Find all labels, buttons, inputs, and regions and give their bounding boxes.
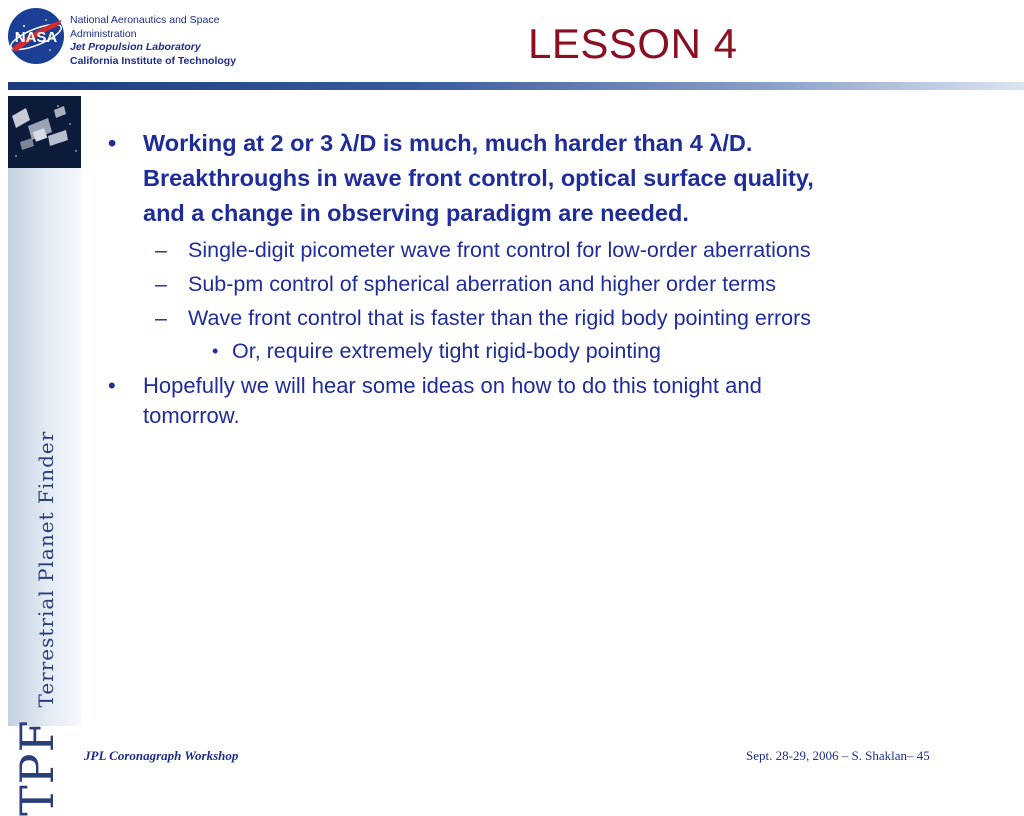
bullet-2-line-2: tomorrow. <box>143 403 240 428</box>
nasa-logo-text: NASA <box>14 29 58 46</box>
bullet-1-line-1: Working at 2 or 3 λ/D is much, much harder than 4 λ/D. <box>143 130 753 156</box>
header-divider <box>8 82 1024 90</box>
org-line-1: National Aeronautics and Space <box>70 14 220 26</box>
organization-block <box>70 14 236 68</box>
sub-sub-bullet-1 <box>108 337 988 365</box>
org-line-3: Jet Propulsion Laboratory <box>70 41 201 53</box>
bullet-1-line-2: Breakthroughs in wave front control, optical surface quality, <box>143 165 814 191</box>
bullet-marker: • <box>108 130 117 156</box>
sidebar-program-name: Terrestrial Planet Finder <box>34 430 58 708</box>
sub-bullet-3 <box>108 303 988 333</box>
bullet-1 <box>108 126 988 231</box>
footer-workshop: JPL Coronagraph Workshop <box>84 748 239 763</box>
slide-content <box>108 126 988 431</box>
dash-marker: – <box>155 238 167 262</box>
footer-date-author-page: Sept. 28-29, 2006 – S. Shaklan– 45 <box>746 748 930 763</box>
org-line-2: Administration <box>70 27 137 40</box>
sub-bullet-1 <box>108 235 988 265</box>
sub-bullet-2 <box>108 269 988 299</box>
sidebar-acronym: TPF <box>10 719 64 816</box>
dot-marker: • <box>212 341 219 361</box>
bullet-2 <box>108 371 988 431</box>
dash-marker: – <box>155 272 167 296</box>
bullet-2-line-1: Hopefully we will hear some ideas on how to do this tonight and <box>143 373 762 398</box>
sub-bullet-3-text: Wave front control that is faster than the rigid body pointing errors <box>188 306 812 330</box>
sidebar-banner <box>8 96 81 816</box>
org-line-4: California Institute of Technology <box>70 54 237 67</box>
nasa-logo <box>6 6 66 66</box>
sub-bullet-2-text: Sub-pm control of spherical aberration and higher order terms <box>188 272 776 296</box>
sub-sub-bullet-1-text: Or, require extremely tight rigid-body pointing <box>232 339 662 363</box>
sidebar-vertical-label <box>10 106 90 816</box>
dash-marker: – <box>155 306 167 330</box>
sub-bullet-1-text: Single-digit picometer wave front control for low-order aberrations <box>188 238 811 262</box>
bullet-marker: • <box>108 373 116 398</box>
slide-title: LESSON 4 <box>528 20 738 67</box>
bullet-1-line-3: and a change in observing paradigm are needed. <box>143 200 689 226</box>
